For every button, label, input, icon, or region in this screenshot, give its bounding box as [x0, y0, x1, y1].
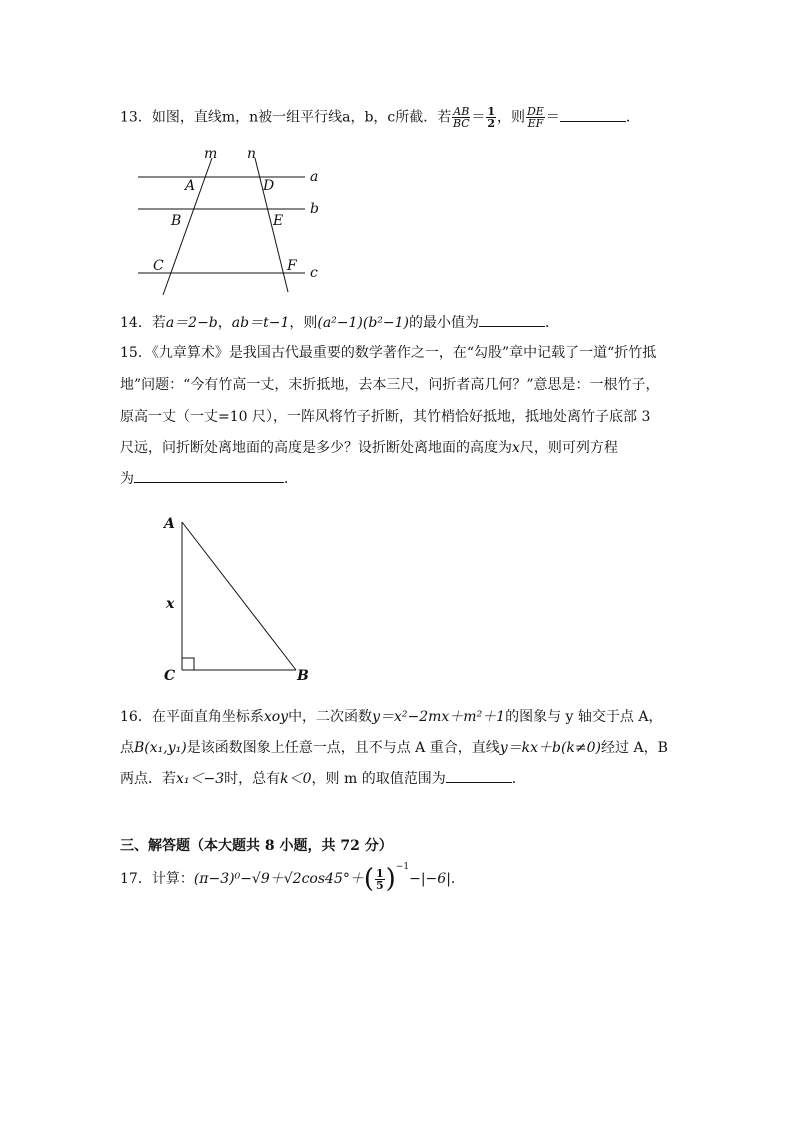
q13-answer-blank[interactable]	[560, 107, 626, 122]
q16-line-1: 16．在平面直角坐标系xoy中，二次函数y＝x²−2mx＋m²＋1的图象与 y 轴交于点 A，	[120, 709, 663, 725]
q17-line: 17．计算：(π−3)⁰−√9＋√2cos45°＋ ( $\frac{1}{5}$ ) $^{-1}$−|−6|．	[120, 862, 465, 894]
label-F: F	[287, 258, 297, 274]
q15-line-4: 尺远，问折断处离地面的高度是多少？设折断处离地面的高度为x尺，则可列方程	[120, 440, 618, 456]
q17-expr-b: −|−6|	[409, 871, 451, 887]
right-triangle-figure	[160, 510, 320, 690]
q16-line-3: 两点．若x₁＜−3时，总有k＜0，则 m 的取值范围为 ．	[120, 768, 526, 788]
label-x: x	[166, 596, 175, 612]
q15-line-1: 15．《九章算术》是我国古代最重要的数学著作之一，在“勾股”章中记载了一道“折竹抵	[120, 345, 657, 361]
q15-line-2: 地”问题：“今有竹高一丈，末折抵地，去本三尺，问折者高几何？”意思是：一根竹子，	[120, 377, 660, 393]
label-C: C	[153, 258, 164, 274]
q14-expr-3: (a²−1)(b²−1)	[317, 315, 410, 331]
label-D: D	[263, 178, 275, 194]
parallel-lines-figure	[130, 140, 330, 300]
label-a: a	[310, 169, 319, 185]
q13-frac-half: $\frac{1}{2}$	[487, 105, 495, 130]
label-m: m	[204, 146, 218, 162]
label-B: B	[297, 668, 309, 684]
label-n: n	[247, 146, 257, 162]
q13-text-a: 如图，直线m，n被一组平行线a，b，c所截．若	[151, 109, 452, 126]
side-AB	[182, 522, 296, 670]
q13-line: 13．如图，直线m，n被一组平行线a，b，c所截．若 $\frac{AB}{BC}$ ＝ $\frac{1}{2}$ ，则 $\frac{DE}{EF}$ ＝ ．	[120, 105, 640, 130]
label-A: A	[164, 516, 175, 532]
section-3-title: 三、解答题（本大题共 8 小题，共 72 分）	[120, 838, 393, 854]
q14-answer-blank[interactable]	[479, 312, 545, 327]
q16-answer-blank[interactable]	[446, 768, 512, 783]
q14-line: 14．若a＝2−b，ab＝t−1，则(a²−1)(b²−1)的最小值为 ．	[120, 312, 559, 332]
right-angle-mark	[182, 658, 194, 670]
label-C: C	[164, 668, 176, 684]
q13-number: 13．	[120, 109, 152, 126]
label-A: A	[185, 178, 196, 194]
label-E: E	[273, 213, 284, 229]
q17-expr-a: (π−3)⁰−√9＋√2cos45°＋	[193, 871, 364, 887]
label-B: B	[171, 213, 182, 229]
q13-frac-ab-bc: $\frac{AB}{BC}$	[452, 105, 470, 130]
label-b: b	[310, 201, 319, 217]
q15-line-5: 为 ．	[120, 468, 298, 488]
q15-answer-blank[interactable]	[134, 468, 284, 483]
q17-exponent: −1	[395, 862, 410, 872]
q14-expr-2: ab＝t−1	[231, 315, 290, 331]
q14-expr-1: a＝2−b	[165, 315, 218, 331]
q13-frac-de-ef: $\frac{DE}{EF}$	[526, 105, 544, 130]
q17-paren-fraction: ( $\frac{1}{5}$ )	[363, 864, 396, 894]
q15-line-3: 原高一丈（一丈=10 尺），一阵风将竹子折断，其竹梢恰好抵地，抵地处离竹子底部 3	[120, 409, 651, 425]
label-c: c	[310, 265, 318, 281]
q16-line-2: 点B(x₁,y₁)是该函数图象上任意一点，且不与点 A 重合，直线y＝kx＋b(k≠0)经过 A，B	[120, 740, 668, 756]
